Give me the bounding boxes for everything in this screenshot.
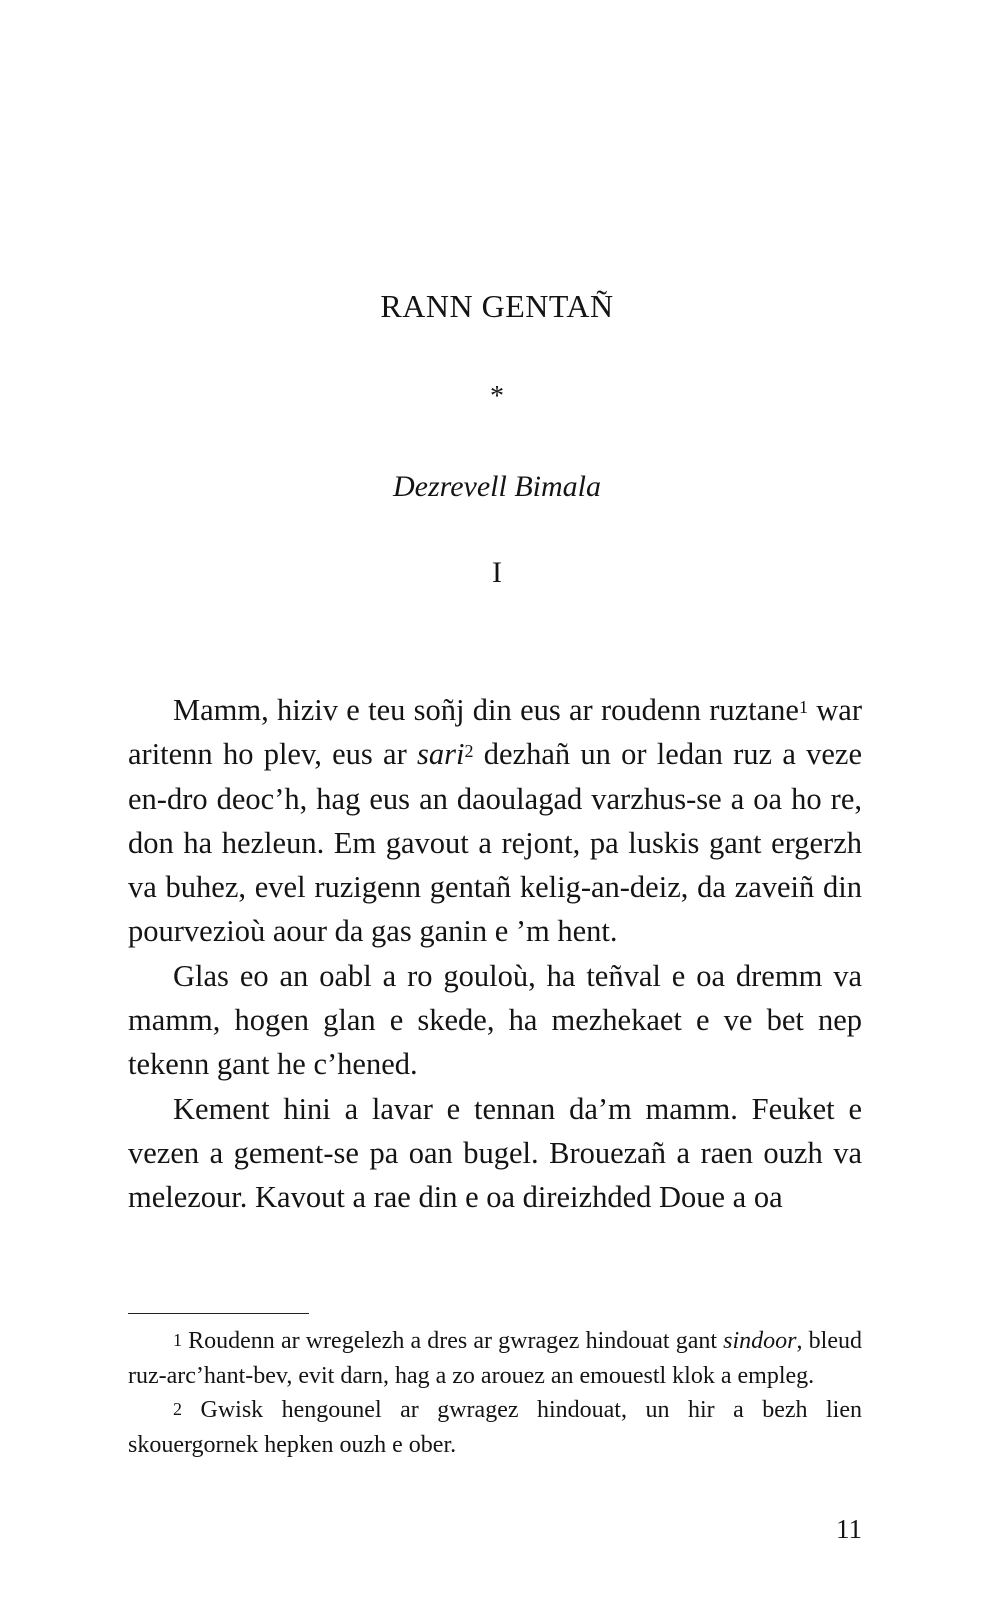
footnote-mark: 2 [173, 1399, 182, 1419]
italic-term: sari [417, 737, 465, 772]
footnote [128, 1324, 862, 1393]
text-run: Gwisk hengounel ar gwragez hindouat, un hir a bezh lien skouergornek hepken ouzh e ober. [128, 1397, 862, 1458]
footnote [128, 1393, 862, 1462]
footnote-reference: 2 [464, 741, 474, 762]
text-run: Roudenn ar wregelezh a dres ar gwragez hindouat gant [182, 1328, 724, 1354]
paragraph [128, 1087, 862, 1220]
footnote-mark: 1 [173, 1330, 182, 1350]
text-run: dezhañ un or ledan ruz a veze en-dro deoc’h, hag eus an daoulagad varzhus-se a oa ho re, don ha hezleun. Em gavout a rejont, pa luskis gant ergerzh va buhez, evel ruzigenn gentañ kelig-an-deiz, da zaveiñ din pourvezioù aour da gas ganin e ’m hent. [128, 737, 862, 949]
italic-term: sindoor [723, 1328, 797, 1354]
section-asterisk: * [490, 381, 504, 412]
footnote-reference: 1 [798, 697, 808, 717]
body-text [128, 688, 862, 1220]
paragraph [128, 688, 862, 954]
paragraph [128, 954, 862, 1087]
footnotes [128, 1324, 862, 1462]
footnote-divider [128, 1313, 309, 1314]
page-number: 11 [836, 1514, 862, 1544]
text-run: war aritenn ho plev, eus ar [128, 693, 862, 772]
chapter-number: I [492, 556, 502, 589]
text-run: Mamm, hiziv e teu soñj din eus ar roudenn ruztane [173, 693, 799, 727]
section-subtitle: Dezrevell Bimala [393, 470, 601, 503]
text-run: , bleud ruz-arc’hant-bev, evit darn, hag a zo arouez an emouestl klok a empleg. [128, 1328, 862, 1389]
part-title: RANN GENTAÑ [380, 288, 614, 324]
text-run: Kement hini a lavar e tennan da’m mamm. Feuket e vezen a gement-se pa oan bugel. Brouezañ a raen ouzh va melezour. Kavout a rae din e oa direizhded Doue a oa [128, 1091, 862, 1215]
text-run: Glas eo an oabl a ro gouloù, ha teñval e oa dremm va mamm, hogen glan e skede, ha mezhekaet e ve bet nep tekenn gant he c’hened. [128, 958, 862, 1082]
